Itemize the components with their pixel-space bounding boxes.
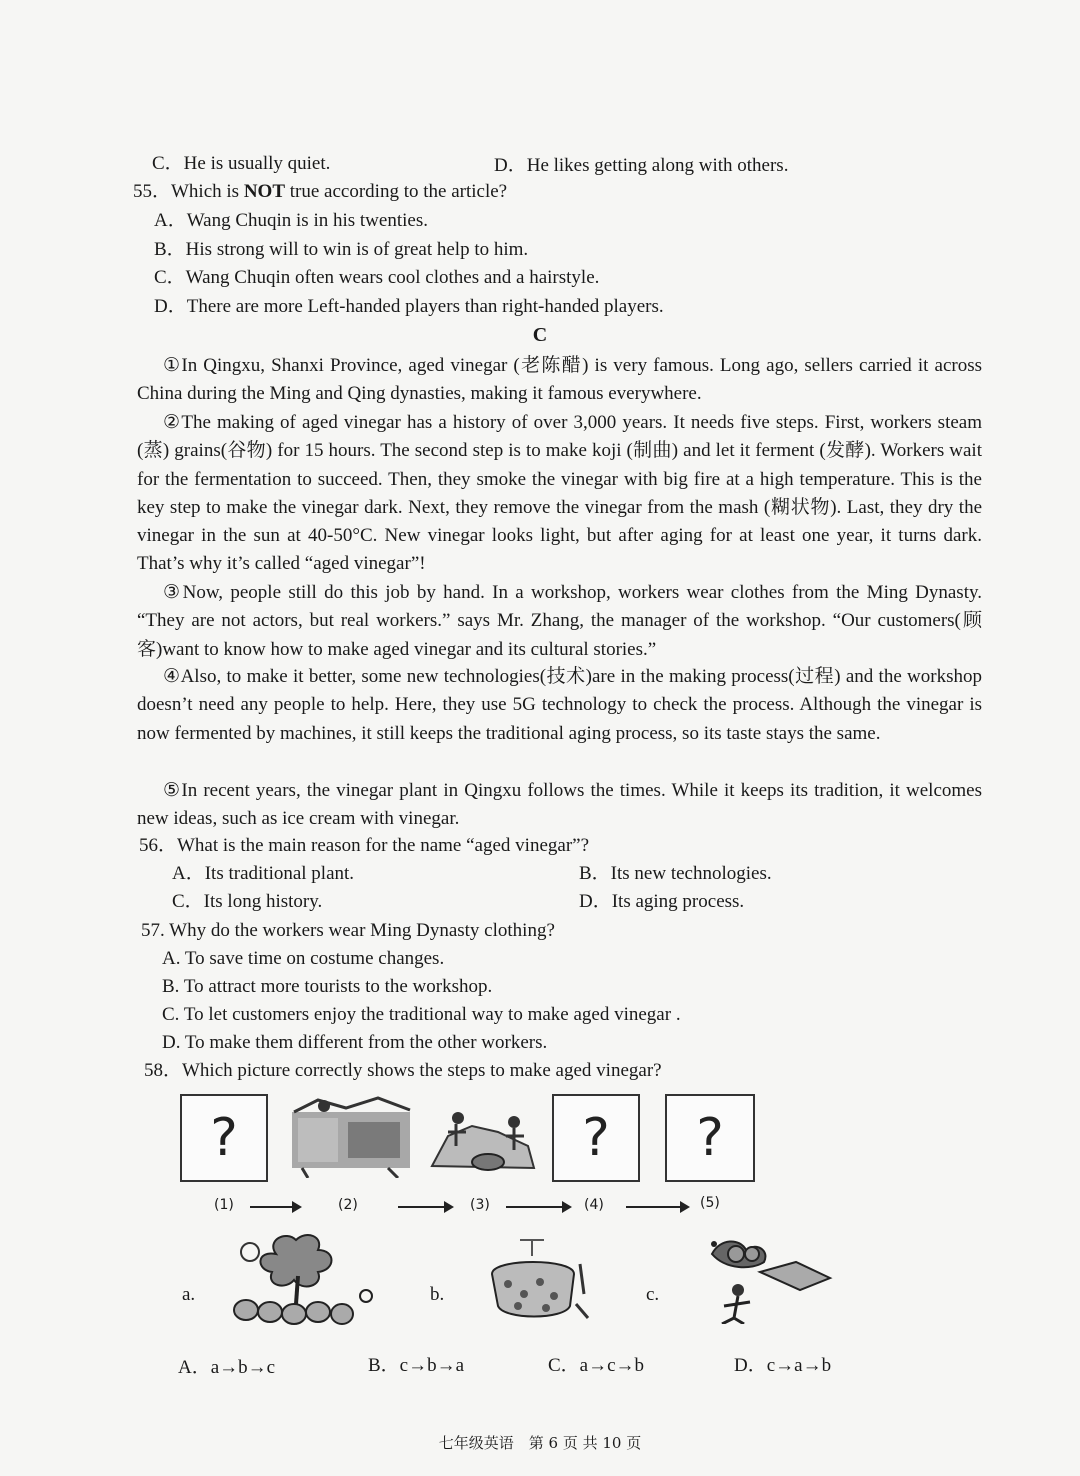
q56-option-b: B．Its new technologies. <box>579 863 772 884</box>
q55-stem <box>133 180 507 204</box>
q58-option-c: C．a→c→b <box>548 1355 645 1376</box>
q57-stem: 57. Why do the workers wear Ming Dynasty clothing? <box>141 920 555 941</box>
section-c-heading: C <box>532 324 548 346</box>
step-1-unknown-box <box>180 1094 268 1182</box>
step-3-workers-illustration <box>428 1096 538 1176</box>
step-label-3: (3) <box>470 1197 490 1213</box>
step-4-unknown-box <box>552 1094 640 1182</box>
picture-a-drying-jars-illustration <box>226 1230 376 1330</box>
q55-option-a: A．Wang Chuqin is in his twenties. <box>154 210 428 231</box>
q58-option-a: A．a→b→c <box>178 1357 276 1378</box>
q55-stem-pre: 55．Which is <box>133 181 244 202</box>
step-label-4: (4) <box>584 1197 604 1213</box>
q56-option-a: A．Its traditional plant. <box>172 863 355 884</box>
q58-option-b: B．c→b→a <box>368 1355 465 1376</box>
q55-option-d: D．There are more Left-handed players than right-handed players. <box>154 296 664 317</box>
q55-option-c: C．Wang Chuqin often wears cool clothes and a hairstyle. <box>154 267 600 288</box>
arrow-icon <box>626 1206 688 1208</box>
q57-option-b: B. To attract more tourists to the workshop. <box>162 976 493 997</box>
q57-option-a: A. To save time on costume changes. <box>162 948 445 969</box>
q56-option-d: D．Its aging process. <box>579 891 745 912</box>
page-footer: 七年级英语 第 6 页 共 10 页 <box>438 1434 642 1452</box>
arrow-icon <box>250 1206 300 1208</box>
picture-b-mash-vat-illustration <box>484 1234 594 1326</box>
question-mark-icon: ? <box>210 1108 238 1168</box>
q57-option-c: C. To let customers enjoy the traditional way to make aged vinegar . <box>162 1004 681 1025</box>
step-label-2: (2) <box>338 1197 358 1213</box>
question-mark-icon: ? <box>582 1108 610 1168</box>
q54-option-d: D．He likes getting along with others. <box>494 155 789 176</box>
q55-stem-post: true according to the article? <box>285 181 508 202</box>
step-2-koji-illustration <box>288 1094 416 1178</box>
arrow-icon <box>398 1206 452 1208</box>
q56-option-c: C．Its long history. <box>172 891 323 912</box>
step-5-unknown-box <box>665 1094 755 1182</box>
picture-b-label: b. <box>430 1284 445 1305</box>
q58-option-d: D．c→a→b <box>734 1355 832 1376</box>
q55-stem-bold: NOT <box>243 181 286 202</box>
section-c-paragraph-3: ③Now, people still do this job by hand. In a workshop, workers wear clothes from the Ming Dynasty. “They are not actors, but real workers.” says Mr. Zhang, the manager of the workshop. “Our customers(顾客)want to know how to make aged vinegar and its cultural stories.” <box>137 582 982 660</box>
picture-c-label: c. <box>646 1284 660 1305</box>
q57-option-d: D. To make them different from the other workers. <box>162 1032 548 1053</box>
section-c-paragraph-5: ⑤In recent years, the vinegar plant in Qingxu follows the times. While it keeps its tradition, it welcomes new ideas, such as ice cream with vinegar. <box>137 780 982 830</box>
step-label-1: (1) <box>214 1197 234 1213</box>
picture-c-steaming-worker-illustration <box>700 1220 840 1324</box>
arrow-icon <box>506 1206 570 1208</box>
q58-stem: 58．Which picture correctly shows the steps to make aged vinegar? <box>144 1060 662 1081</box>
question-mark-icon: ? <box>696 1108 724 1168</box>
picture-a-label: a. <box>182 1284 196 1305</box>
q55-option-b: B．His strong will to win is of great help to him. <box>154 239 529 260</box>
section-c-paragraph-1: ①In Qingxu, Shanxi Province, aged vinegar (老陈醋) is very famous. Long ago, sellers carried it across China during the Ming and Qing dynasties, making it famous everywhere. <box>137 355 982 405</box>
step-label-5: (5) <box>700 1195 720 1211</box>
section-c-paragraph-2: ②The making of aged vinegar has a history of over 3,000 years. It needs five steps. First, workers steam (蒸) grains(谷物) for 15 hours. The second step is to make koji (制曲) and let it ferment (发酵). Workers wait for the fermentation to succeed. Then, they smoke the vinegar with big fire at a high temperature. This is the key step to make the vinegar dark. Next, they remove the vinegar from the mash (糊状物). Last, they dry the vinegar in the sun at 40-50°C. New vinegar looks light, but after aging for at least one year, it turns dark. That’s why it’s called “aged vinegar”! <box>137 412 982 575</box>
q54-option-c: C．He is usually quiet. <box>152 153 331 174</box>
section-c-paragraph-4: ④Also, to make it better, some new technologies(技术)are in the making process(过程) and the workshop doesn’t need any people to help. Here, they use 5G technology to check the process. Although the vinegar is now fermented by machines, it still keeps the traditional aging process, so its taste stays the same. <box>137 666 982 744</box>
q56-stem: 56．What is the main reason for the name “aged vinegar”? <box>139 835 590 856</box>
